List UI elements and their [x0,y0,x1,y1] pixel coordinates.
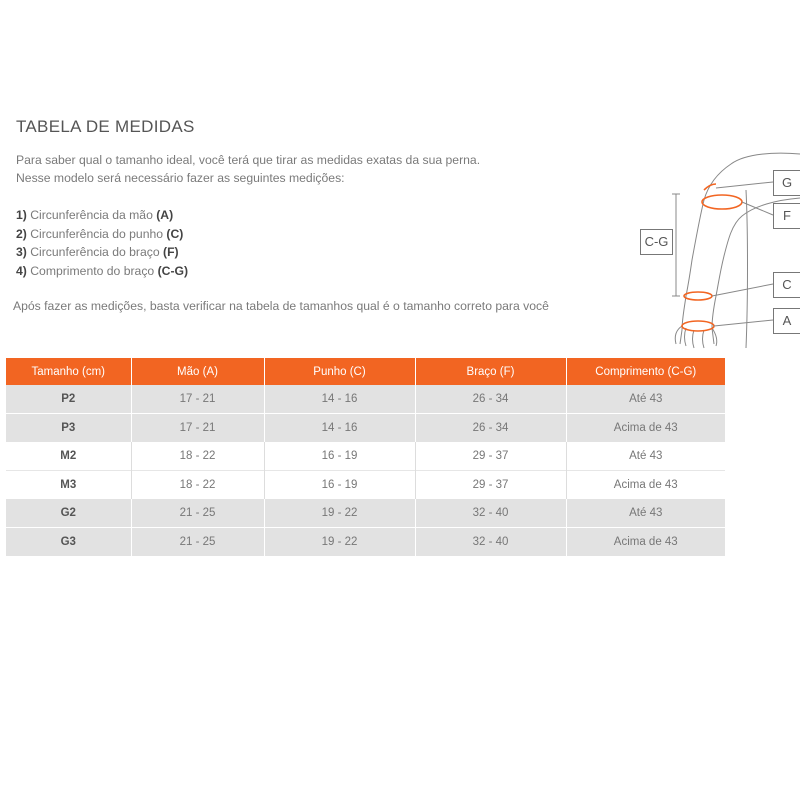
label-c: C [773,272,800,298]
wrist-cell: 16 - 19 [264,471,415,500]
arm-cell: 32 - 40 [415,499,566,528]
size-cell: P3 [6,414,131,443]
arm-measurement-diagram [636,150,800,350]
header-length: Comprimento (C-G) [566,358,725,385]
table-row [6,499,725,528]
header-size: Tamanho (cm) [6,358,131,385]
intro-line: Nesse modelo será necessário fazer as seguintes medições: [16,171,345,185]
hand-cell: 21 - 25 [131,528,264,557]
length-cell: Até 43 [566,499,725,528]
hand-cell: 17 - 21 [131,414,264,443]
length-cell: Acima de 43 [566,414,725,443]
length-cell: Acima de 43 [566,471,725,500]
page-title: TABELA DE MEDIDAS [16,117,195,136]
size-cell: G3 [6,528,131,557]
intro-line: Para saber qual o tamanho ideal, você terá que tirar as medidas exatas da sua perna. [16,153,481,167]
length-cell: Acima de 43 [566,528,725,557]
step-arm: 3) Circunferência do braço (F) [16,245,179,259]
size-cell: G2 [6,499,131,528]
hand-cell: 21 - 25 [131,499,264,528]
table-row [6,442,725,471]
label-c-g: C-G [640,229,673,255]
step-arm-length: 4) Comprimento do braço (C-G) [16,263,189,278]
size-cell: P2 [6,385,131,414]
arm-cell: 26 - 34 [415,414,566,443]
step-wrist: 2) Circunferência do punho (C) [16,226,184,241]
header-hand: Mão (A) [131,358,264,385]
hand-cell: 18 - 22 [131,442,264,471]
wrist-cell: 14 - 16 [264,414,415,443]
size-cell: M2 [6,442,131,471]
arm-cell: 29 - 37 [415,471,566,500]
size-cell: M3 [6,471,131,500]
hand-cell: 18 - 22 [131,471,264,500]
table-row [6,471,725,500]
table-header-row [6,358,725,385]
label-f: F [773,203,800,229]
intro-text [16,151,480,187]
label-a: A [773,308,800,334]
wrist-cell: 19 - 22 [264,499,415,528]
arm-cell: 29 - 37 [415,442,566,471]
hand-cell: 17 - 21 [131,385,264,414]
size-table [6,358,725,556]
arm-cell: 26 - 34 [415,385,566,414]
wrist-cell: 19 - 22 [264,528,415,557]
wrist-cell: 14 - 16 [264,385,415,414]
table-row [6,414,725,443]
wrist-cell: 16 - 19 [264,442,415,471]
measurement-steps [16,206,188,280]
table-row [6,528,725,557]
header-wrist: Punho (C) [264,358,415,385]
label-g: G [773,170,800,196]
step-hand: 1) Circunferência da mão (A) [16,208,174,222]
arm-cell: 32 - 40 [415,528,566,557]
instruction-text: Após fazer as medições, basta verificar na tabela de tamanhos qual é o tamanho correto para você [13,299,549,313]
header-arm: Braço (F) [415,358,566,385]
length-cell: Até 43 [566,385,725,414]
length-cell: Até 43 [566,442,725,471]
table-row [6,385,725,414]
